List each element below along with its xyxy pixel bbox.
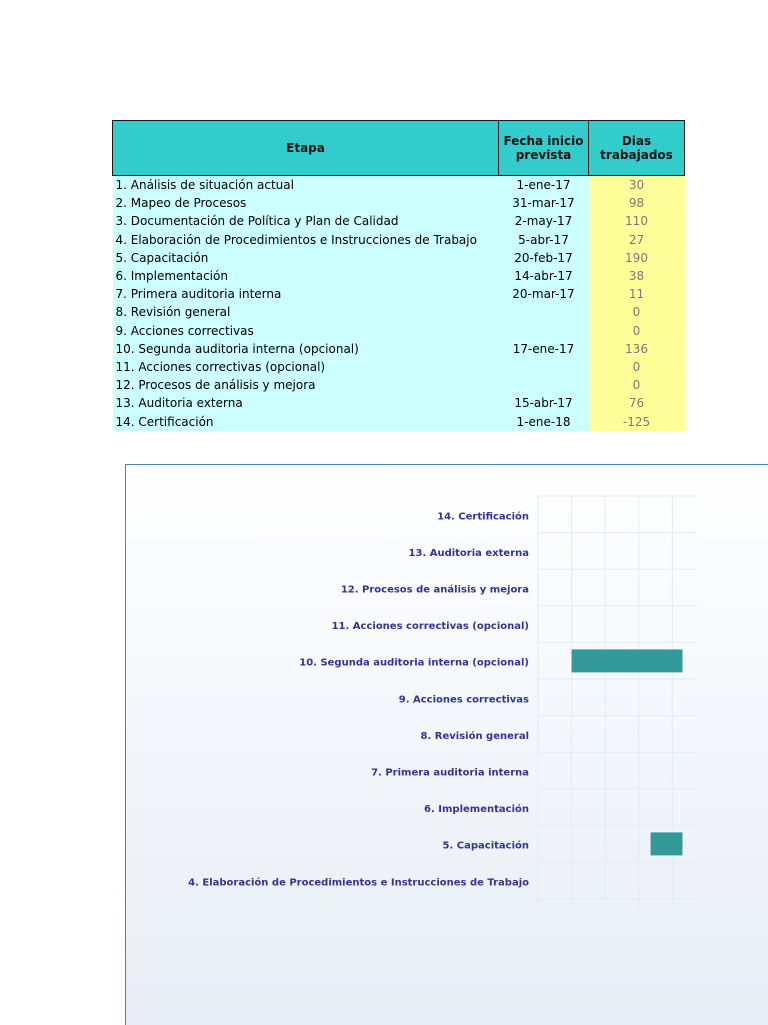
table-row [113,231,685,249]
cell-dias: 0 [589,303,685,321]
category-label: 9. Acciones correctivas [398,694,529,706]
gantt-chart [125,464,768,1025]
cell-dias: 190 [589,249,685,267]
table-header-row [113,121,685,176]
table-row [113,285,685,303]
cell-etapa: 7. Primera auditoria interna [113,285,499,303]
cell-dias: 110 [589,212,685,230]
cell-dias: 98 [589,194,685,212]
table-row [113,249,685,267]
table-row [113,176,685,195]
table-row [113,376,685,394]
table-row [113,412,685,430]
table-row [113,267,685,285]
category-label: 11. Acciones correctivas (opcional) [331,621,529,633]
cell-dias: 27 [589,231,685,249]
category-label: 13. Auditoria externa [408,547,529,559]
gantt-chart-svg [126,465,768,1025]
cell-etapa: 1. Análisis de situación actual [113,176,499,195]
cell-fecha [499,358,589,376]
cell-etapa: 12. Procesos de análisis y mejora [113,376,499,394]
category-label: 8. Revisión general [420,730,529,742]
header-etapa: Etapa [113,121,499,176]
table-row [113,322,685,340]
category-label: 14. Certificación [437,511,529,523]
cell-dias: -125 [589,412,685,430]
cell-etapa: 5. Capacitación [113,249,499,267]
cell-fecha: 1-ene-17 [499,176,589,195]
cell-etapa: 4. Elaboración de Procedimientos e Instrucciones de Trabajo [113,231,499,249]
cell-etapa: 10. Segunda auditoria interna (opcional) [113,340,499,358]
table-row [113,212,685,230]
cell-etapa: 14. Certificación [113,412,499,430]
category-label: 4. Elaboración de Procedimientos e Instrucciones de Trabajo [188,877,529,889]
category-label: 12. Procesos de análisis y mejora [340,584,529,596]
cell-dias: 76 [589,394,685,412]
cell-etapa: 8. Revisión general [113,303,499,321]
category-label: 6. Implementación [424,804,529,816]
table-row [113,340,685,358]
cell-fecha [499,376,589,394]
category-label: 5. Capacitación [442,840,529,852]
cell-fecha: 17-ene-17 [499,340,589,358]
table-row [113,394,685,412]
table-row [113,194,685,212]
cell-fecha: 20-feb-17 [499,249,589,267]
cell-etapa: 2. Mapeo de Procesos [113,194,499,212]
cell-dias: 11 [589,285,685,303]
cell-fecha [499,322,589,340]
cell-dias: 0 [589,358,685,376]
table-row [113,358,685,376]
cell-etapa: 13. Auditoria externa [113,394,499,412]
cell-etapa: 3. Documentación de Política y Plan de Calidad [113,212,499,230]
cell-dias: 0 [589,376,685,394]
cell-fecha: 31-mar-17 [499,194,589,212]
table-row [113,303,685,321]
cell-etapa: 11. Acciones correctivas (opcional) [113,358,499,376]
header-dias-trabajados: Dias trabajados [589,121,685,176]
category-label: 7. Primera auditoria interna [371,767,529,779]
cell-dias: 30 [589,176,685,195]
gantt-bar [651,832,683,855]
cell-etapa: 9. Acciones correctivas [113,322,499,340]
cell-fecha: 20-mar-17 [499,285,589,303]
gantt-bar [572,649,683,672]
etapas-table [112,120,685,431]
cell-dias: 38 [589,267,685,285]
cell-fecha: 15-abr-17 [499,394,589,412]
cell-dias: 136 [589,340,685,358]
cell-fecha: 5-abr-17 [499,231,589,249]
cell-fecha: 14-abr-17 [499,267,589,285]
cell-fecha: 1-ene-18 [499,412,589,430]
cell-etapa: 6. Implementación [113,267,499,285]
cell-fecha [499,303,589,321]
header-fecha-inicio: Fecha inicio prevista [499,121,589,176]
cell-dias: 0 [589,322,685,340]
category-label: 10. Segunda auditoria interna (opcional) [299,657,529,669]
cell-fecha: 2-may-17 [499,212,589,230]
